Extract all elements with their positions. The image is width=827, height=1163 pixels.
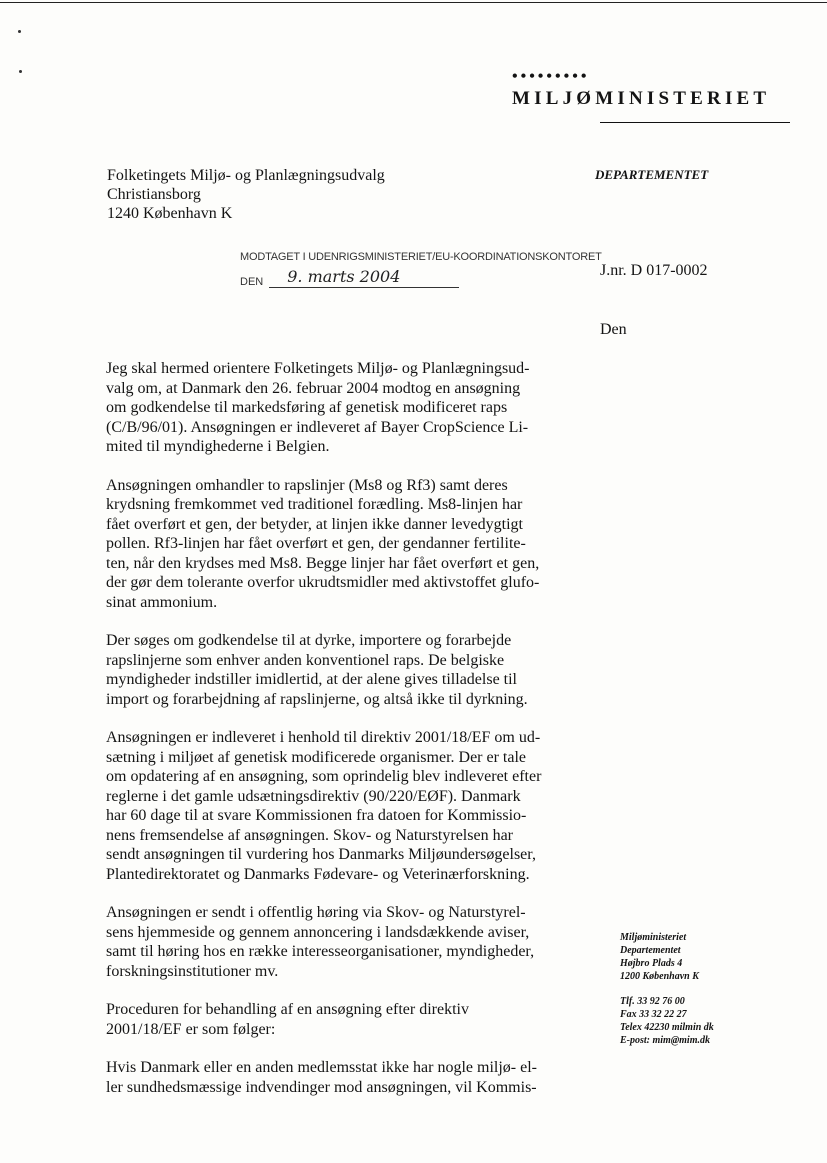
footer-line: Højbro Plads 4: [620, 958, 683, 969]
body-line: ler sundhedsmæssige indvendinger mod ansøgningen, vil Kommis-: [106, 1078, 537, 1096]
footer-phone: Tlf. 33 92 76 00: [620, 996, 685, 1007]
body-line: Ansøgningen er indleveret i henhold til direktiv 2001/18/EF om ud-: [106, 729, 541, 746]
body-paragraph: [106, 903, 566, 981]
body-line: om opdatering af en ansøgning, som oprindelig blev indleveret efter: [106, 768, 542, 785]
recipient-line: 1240 København K: [107, 205, 233, 222]
scan-top-edge: [0, 2, 827, 3]
department-label: DEPARTEMENTET: [595, 167, 709, 182]
body-line: myndigheder indstiller imidlertid, at der alene gives tilladelse til: [106, 671, 517, 688]
footer-contact: [620, 995, 714, 1047]
body-line: om godkendelse til markedsføring af genetisk modificeret raps: [106, 399, 508, 416]
body-paragraph: [106, 631, 566, 709]
body-line: sendt ansøgningen til vurdering hos Danmarks Miljøundersøgelser,: [106, 846, 536, 863]
body-line: 2001/18/EF er som følger:: [106, 1020, 276, 1038]
handwritten-date: 9. marts 2004: [287, 267, 401, 286]
recipient-address: [107, 166, 385, 223]
body-line: har 60 dage til at svare Kommissionen fra datoen for Kommissio-: [106, 807, 527, 824]
footer-line: 1200 København K: [620, 971, 699, 982]
recipient-line: Folketingets Miljø- og Planlægningsudvalg: [107, 167, 385, 184]
body-line: sinat ammonium.: [106, 593, 218, 611]
body-line: forskningsinstitutioner mv.: [106, 962, 279, 980]
body-line: Proceduren for behandling af en ansøgning efter direktiv: [106, 1001, 469, 1018]
body-paragraph: [106, 476, 566, 613]
body-line: ten, når den krydses med Ms8. Begge linjer har fået overført et gen,: [106, 554, 540, 572]
body-line: Ansøgningen er sendt i offentlig høring via Skov- og Naturstyrel-: [106, 904, 526, 921]
footer-address: [620, 931, 714, 983]
scan-speck: [19, 70, 22, 73]
footer-fax: Fax 33 32 22 27: [620, 1009, 687, 1020]
sender-footer: [620, 931, 714, 1047]
footer-email: E-post: mim@mim.dk: [620, 1035, 710, 1046]
body-line: pollen. Rf3-linjen har fået overført et gen, der gendanner fertilite-: [106, 535, 526, 552]
logo-underline: [600, 122, 790, 123]
body-line: sens hjemmeside og gennem annoncering i landsdækkende aviser,: [106, 923, 530, 941]
body-line: Hvis Danmark eller en anden medlemsstat ikke har nogle miljø- el-: [106, 1059, 537, 1076]
body-line: samt til høring hos en række interesseorganisationer, myndigheder,: [106, 943, 535, 960]
body-line: der gør dem tolerante overfor ukrudtsmidler med aktivstoffet glufo-: [106, 574, 540, 591]
recipient-line: Christiansborg: [107, 186, 201, 203]
logo-dots: •••••••••: [512, 68, 590, 85]
stamp-date-row: [240, 267, 585, 288]
body-line: Jeg skal hermed orientere Folketingets Miljø- og Planlægningsud-: [106, 360, 530, 377]
body-line: fået overført et gen, der betyder, at linjen ikke danner levedygtigt: [106, 515, 523, 533]
letter-body: [106, 359, 566, 1116]
body-line: krydsning fremkommet ved traditionel forædling. Ms8-linjen har: [106, 496, 523, 513]
stamp-den-label: DEN: [240, 276, 264, 288]
date-label: Den: [600, 321, 627, 338]
stamp-received-label: MODTAGET I UDENRIGSMINISTERIET/EU-KOORDINATIONSKONTORET: [240, 251, 602, 263]
body-paragraph: [106, 1058, 566, 1097]
journal-number: J.nr. D 017-0002: [600, 262, 708, 279]
body-paragraph: [106, 359, 566, 457]
body-line: Ansøgningen omhandler to rapslinjer (Ms8 og Rf3) samt deres: [106, 476, 508, 494]
body-line: valg om, at Danmark den 26. februar 2004 modtog en ansøgning: [106, 379, 521, 397]
body-paragraph: [106, 1000, 566, 1039]
footer-telex: Telex 42230 milmin dk: [620, 1022, 714, 1033]
body-paragraph: [106, 728, 566, 884]
body-line: sætning i miljøet af genetisk modificerede organismer. Der er tale: [106, 748, 527, 766]
footer-line: Departementet: [620, 945, 681, 956]
footer-line: Miljøministeriet: [620, 932, 687, 943]
stamp-date-line: [269, 267, 459, 288]
body-line: Plantedirektoratet og Danmarks Fødevare- og Veterinærforskning.: [106, 865, 530, 883]
body-line: Der søges om godkendelse til at dyrke, importere og forarbejde: [106, 632, 512, 649]
body-line: import og forarbejdning af rapslinjerne, og altså ikke til dyrkning.: [106, 690, 528, 708]
body-line: (C/B/96/01). Ansøgningen er indleveret af Bayer CropScience Li-: [106, 418, 529, 436]
scan-speck: [18, 30, 21, 33]
body-line: reglerne i det gamle udsætningsdirektiv (90/220/EØF). Danmark: [106, 787, 521, 805]
body-line: rapslinjerne som enhver anden konventionel raps. De belgiske: [106, 651, 505, 669]
ministry-logo: MILJØMINISTERIET: [512, 88, 771, 109]
body-line: nens fremsendelse af ansøgningen. Skov- og Naturstyrelsen har: [106, 826, 513, 844]
received-stamp: [240, 251, 602, 288]
body-line: mited til myndighederne i Belgien.: [106, 438, 330, 455]
